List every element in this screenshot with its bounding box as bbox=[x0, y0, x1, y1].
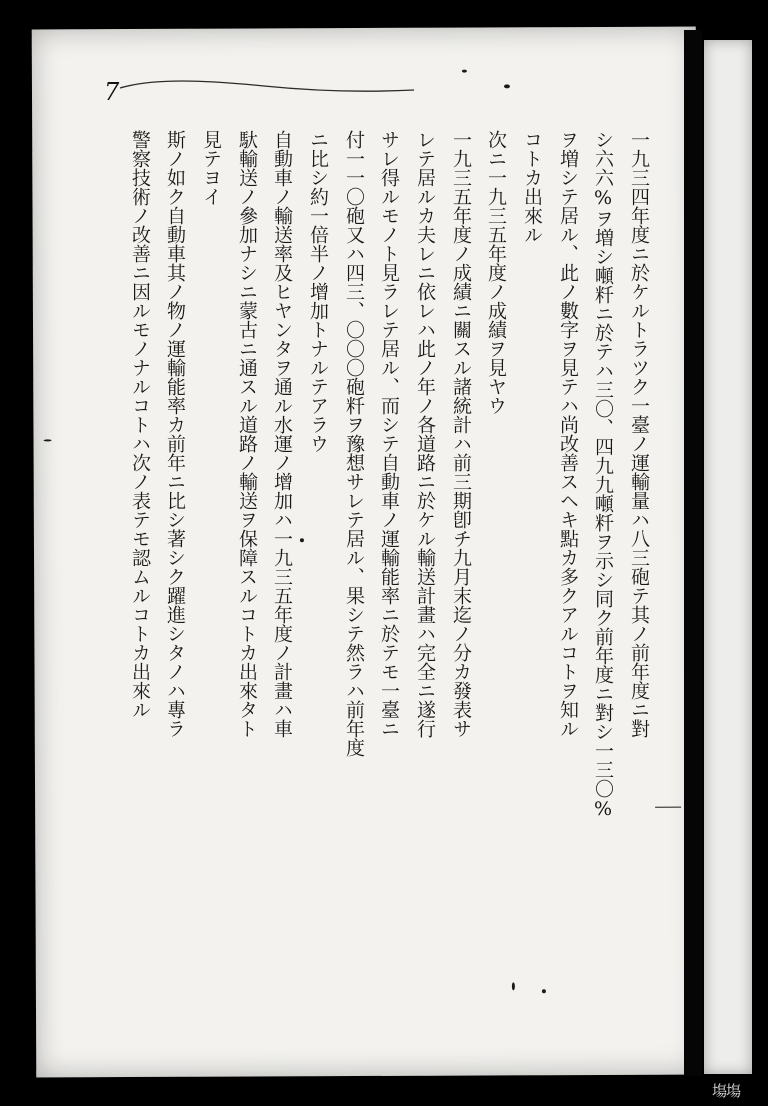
next-page-edge bbox=[704, 40, 752, 1074]
text-column: 斯ノ如ク自動車其ノ物ノ運輸能率カ前年ニ比シ著シク躍進シタノハ專ラ bbox=[164, 130, 186, 738]
handwritten-header-line bbox=[114, 78, 494, 102]
ink-speck bbox=[504, 84, 510, 88]
page-number: 7 bbox=[104, 78, 120, 106]
text-column: 次ニ一九三五年度ノ成績ヲ見ヤウ bbox=[485, 130, 507, 415]
text-column: 一九三五年度ノ成績ニ關スル諸統計ハ前三期卽チ九月末迄ノ分カ發表サ bbox=[450, 130, 472, 738]
ink-speck bbox=[300, 538, 304, 542]
ink-speck bbox=[512, 982, 515, 990]
page-gutter bbox=[684, 30, 702, 1076]
ink-speck bbox=[462, 70, 467, 73]
text-column: 付一一〇砲又ハ四三、〇〇〇砲粁ヲ豫想サレテ居ル、果シテ然ラハ前年度 bbox=[343, 130, 365, 757]
text-column: サレ得ルモノト見ラレテ居ル、而シテ自動車ノ運輸能率ニ於テモ一臺ニ bbox=[378, 130, 400, 738]
text-column: レテ居ルカ夫レニ依レハ此ノ年ノ各道路ニ於ケル輸送計畫ハ完全ニ遂行 bbox=[414, 130, 436, 738]
text-column: 警察技術ノ改善ニ因ルモノナルコトハ次ノ表テモ認ムルコトカ出來ル bbox=[129, 130, 151, 719]
text-column: ヲ増シテ居ル、此ノ數字ヲ見テハ尚改善スヘキ點カ多クアルコトヲ知ル bbox=[557, 130, 579, 738]
text-column: 一九三四年度ニ於ケルトラツク一臺ノ運輸量ハ八三砲テ其ノ前年度ニ對 bbox=[628, 130, 650, 738]
text-column: 見テヨイ bbox=[200, 130, 222, 206]
text-column: 自動車ノ輸送率及ヒヤンタヲ通ル水運ノ增加ハ一九三五年度ノ計畫ハ車 bbox=[271, 130, 293, 738]
text-column: ニ比シ約一倍半ノ增加トナルテアラウ bbox=[307, 130, 329, 453]
ink-speck bbox=[542, 989, 546, 993]
ink-speck bbox=[655, 807, 681, 808]
corner-mark: 塲塲 bbox=[712, 1082, 741, 1100]
text-column: シ六六%ヲ増シ噸粁ニ於テハ三〇、四九九噸粁ヲ示シ同ク前年度ニ對シ一三〇% bbox=[592, 130, 614, 820]
text-column: 馱輸送ノ參加ナシニ蒙古ニ通スル道路ノ輸送ヲ保障スルコトカ出來タト bbox=[236, 130, 258, 738]
ink-speck bbox=[44, 439, 52, 441]
text-column: コトカ出來ル bbox=[521, 130, 543, 244]
